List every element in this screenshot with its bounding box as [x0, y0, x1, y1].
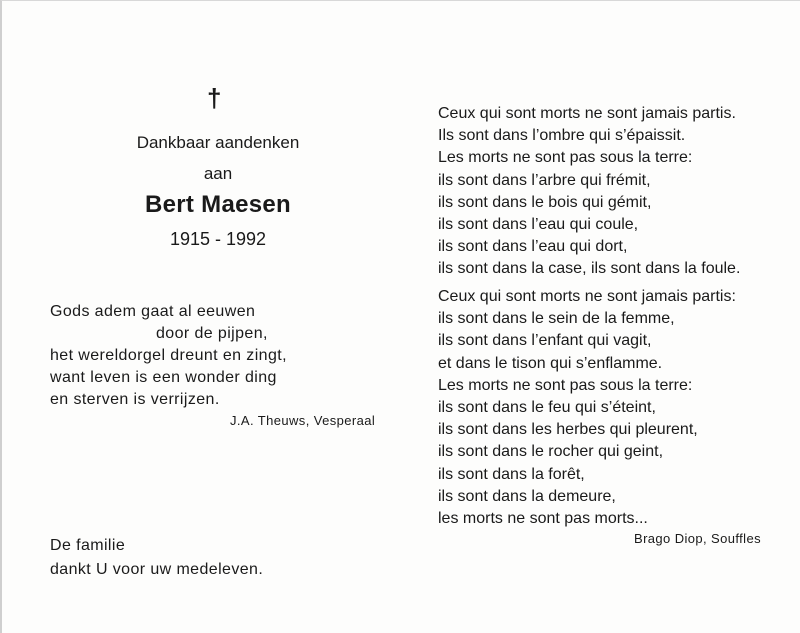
- poem-line: Ils sont dans l’ombre qui s’épaissit.: [438, 127, 686, 145]
- poem-line: door de pijpen,: [156, 325, 268, 342]
- poem-line: ils sont dans le feu qui s’éteint,: [438, 399, 656, 417]
- french-poem-stanza-2: [438, 286, 736, 530]
- french-poem-stanza-1: [438, 103, 740, 281]
- cross-symbol: †: [207, 83, 222, 113]
- poem-line: les morts ne sont pas morts...: [438, 510, 648, 528]
- family-thanks-line: dankt U voor uw medeleven.: [50, 561, 264, 578]
- remembrance-aan: aan: [203, 164, 233, 183]
- poem-line: het wereldorgel dreunt en zingt,: [50, 347, 287, 364]
- poem-line: want leven is een wonder ding: [50, 369, 277, 386]
- poem-line: ils sont dans l’eau qui coule,: [438, 216, 639, 234]
- poem-line: ils sont dans le bois qui gémit,: [438, 193, 652, 211]
- deceased-name: Bert Maesen: [144, 191, 292, 218]
- poem-line: en sterven is verrijzen.: [50, 391, 220, 408]
- poem-line: ils sont dans l’arbre qui frémit,: [438, 171, 651, 189]
- french-poem-attribution: Brago Diop, Souffles: [634, 531, 761, 546]
- family-thanks: [50, 534, 263, 582]
- poem-line: ils sont dans les herbes qui pleurent,: [438, 421, 698, 439]
- poem-line: Ceux qui sont morts ne sont jamais partis:: [438, 288, 736, 305]
- poem-line: et dans le tison qui s’enflamme.: [438, 354, 663, 372]
- family-line: De familie: [50, 537, 126, 554]
- dutch-poem-attribution: J.A. Theuws, Vesperaal: [230, 413, 376, 428]
- poem-line: ils sont dans le sein de la femme,: [438, 310, 675, 328]
- poem-line: ils sont dans l’eau qui dort,: [438, 238, 628, 256]
- poem-line: Gods adem gaat al eeuwen: [50, 303, 256, 320]
- poem-line: Les morts ne sont pas sous la terre:: [438, 149, 693, 167]
- poem-line: ils sont dans le rocher qui geint,: [438, 443, 664, 461]
- dutch-poem: [50, 301, 287, 411]
- poem-line: Les morts ne sont pas sous la terre:: [438, 376, 693, 394]
- poem-line: Ceux qui sont morts ne sont jamais partis.: [438, 105, 736, 122]
- remembrance-heading: Dankbaar aandenken: [136, 133, 300, 152]
- poem-line: ils sont dans la case, ils sont dans la foule.: [438, 260, 741, 278]
- poem-line: ils sont dans l’enfant qui vagit,: [438, 332, 652, 350]
- life-years: 1915 - 1992: [169, 229, 267, 249]
- poem-line: ils sont dans la forêt,: [438, 465, 585, 483]
- poem-line: ils sont dans la demeure,: [438, 487, 616, 505]
